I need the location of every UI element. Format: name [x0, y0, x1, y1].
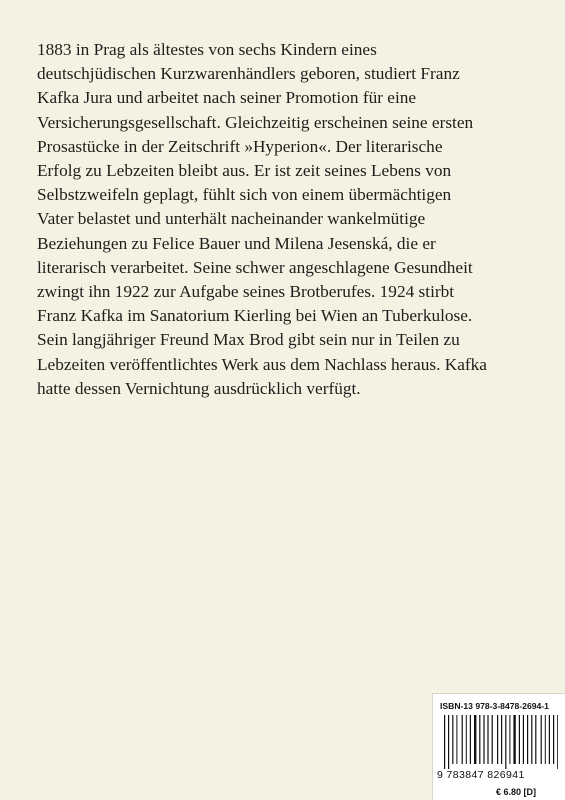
barcode-bar: [492, 715, 493, 764]
blurb-line: zwingt ihn 1922 zur Aufgabe seines Brotberufes. 1924 stirbt: [37, 282, 455, 302]
barcode-bar: [452, 715, 453, 764]
barcode-bar: [448, 715, 449, 769]
blurb-line: literarisch verarbeitet. Seine schwer angeschlagene Gesundheit: [37, 257, 473, 277]
barcode-bar: [557, 715, 558, 769]
blurb-line: hatte dessen Vernichtung ausdrücklich verfügt.: [37, 378, 361, 398]
blurb-line: Sein langjähriger Freund Max Brod gibt sein nur in Teilen zu: [37, 330, 460, 350]
barcode-bar: [456, 715, 457, 764]
blurb-line: deutschjüdischen Kurzwarenhändlers geboren, studiert Franz: [37, 64, 460, 84]
barcode-digits: 9 783847 826941: [437, 769, 525, 781]
barcode-bar: [474, 715, 476, 764]
barcode-bar: [466, 715, 467, 764]
isbn-text: ISBN-13 978-3-8478-2694-1: [440, 701, 549, 711]
barcode-bar: [531, 715, 532, 764]
barcode-bar: [553, 715, 554, 764]
back-cover-blurb: [37, 38, 542, 401]
blurb-line: Selbstzweifeln geplagt, fühlt sich von einem übermächtigen: [37, 185, 452, 205]
barcode-bar: [519, 715, 520, 764]
blurb-line: Lebzeiten veröffentlichtes Werk aus dem Nachlass heraus. Kafka: [37, 354, 487, 374]
barcode-bar: [509, 715, 510, 764]
barcode-bar: [470, 715, 471, 764]
isbn-barcode-label: [432, 693, 565, 800]
barcode-bar: [523, 715, 524, 764]
blurb-line: Prosastücke in der Zeitschrift »Hyperion«. Der literarische: [37, 136, 443, 156]
barcode-bar: [483, 715, 484, 764]
barcode-bar: [535, 715, 536, 764]
blurb-line: Kafka Jura und arbeitet nach seiner Promotion für eine: [37, 88, 417, 108]
blurb-line: Erfolg zu Lebzeiten bleibt aus. Er ist zeit seines Lebens von: [37, 161, 452, 181]
barcode-icon: [442, 715, 558, 771]
barcode-bar: [497, 715, 498, 764]
barcode-bar: [501, 715, 502, 764]
barcode-bar: [505, 715, 506, 769]
barcode-bar: [444, 715, 445, 769]
blurb-line: Beziehungen zu Felice Bauer und Milena Jesenská, die er: [37, 233, 436, 253]
price-text: € 6.80 [D]: [496, 787, 537, 797]
barcode-bar: [487, 715, 488, 764]
blurb-line: Versicherungsgesellschaft. Gleichzeitig erscheinen seine ersten: [37, 112, 474, 132]
blurb-line: Vater belastet und unterhält nacheinander wankelmütige: [37, 209, 426, 229]
barcode-bar: [462, 715, 463, 764]
barcode-bar: [549, 715, 550, 764]
barcode-bar: [527, 715, 528, 764]
blurb-line: Franz Kafka im Sanatorium Kierling bei Wien an Tuberkulose.: [37, 306, 473, 326]
blurb-line: 1883 in Prag als ältestes von sechs Kindern eines: [37, 40, 377, 59]
barcode-bar: [479, 715, 480, 764]
barcode-bar: [545, 715, 546, 764]
barcode-bar: [513, 715, 515, 764]
barcode-bar: [541, 715, 542, 764]
